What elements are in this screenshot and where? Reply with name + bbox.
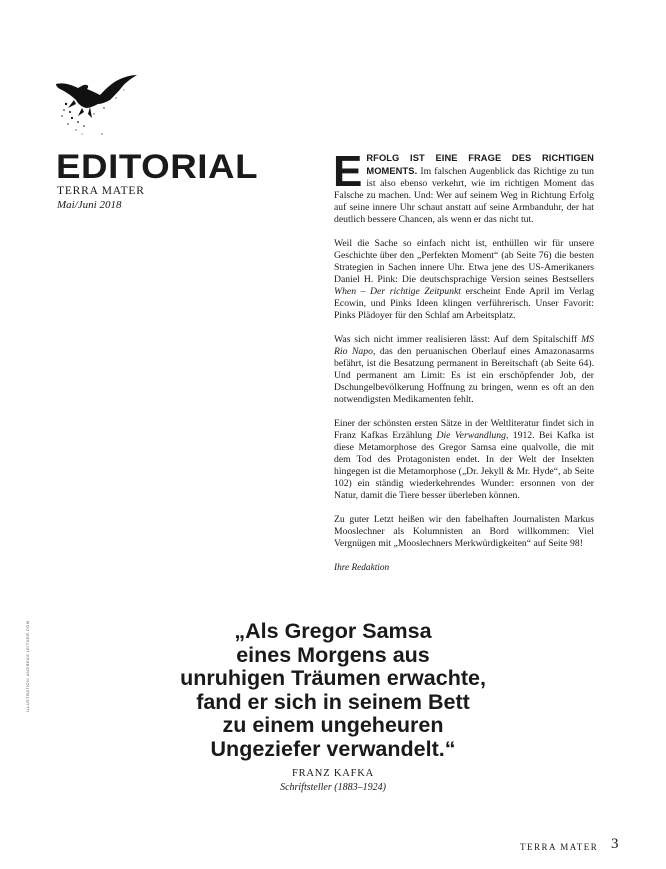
illustration-credit: ILLUSTRATION: ANDREAS LEITNER.COM: [25, 620, 30, 712]
paragraph-4: Einer der schönsten ersten Sätze in der Weltliteratur findet sich in Franz Kafkas Erzählung Die Verwandlung, 1912. Bei Kafka ist diese Metamorphose des Gregor Samsa eine qualvolle, die mit dem Tod des Protagonisten endet. In der Welt der Insekten hingegen ist die Metamorphose („Dr. Jekyll & Mr. Hyde“, ab Seite 102) ein ständig wiederkehrendes Wunder: ersonnen von der Natur, damit die Tiere besser überleben können.: [334, 418, 594, 501]
paragraph-3: Was sich nicht immer realisieren lässt: Auf dem Spitalschiff MS Rio Napo, das den peruanischen Oberlauf eines Amazonasarms befährt, ist die Besatzung permanent in Bereitschaft (ab Seite 64). Und permanent am Limit: Es ist ein erschöpfender Job, der Dschungelbevölkerung Hoffnung zu bringen, wenn es oft an den notwendigsten Medikamenten fehlt.: [334, 334, 594, 405]
editorial-text: [333, 147, 594, 586]
quote-line: „Als Gregor Samsa: [234, 619, 432, 643]
drop-cap: E: [333, 147, 363, 196]
pull-quote: [140, 620, 526, 761]
page-title: EDITORIAL: [56, 148, 259, 186]
paragraph-1: [333, 147, 594, 226]
story-title: Die Verwandlung: [436, 430, 506, 441]
quote-line: fand er sich in seinem Bett: [196, 689, 470, 714]
quote-line: eines Morgens aus: [236, 642, 430, 667]
footer-brand: TERRA MATER: [520, 842, 599, 852]
ship-name: MS Rio Napo: [334, 334, 594, 357]
page-number: 3: [611, 836, 619, 852]
issue-date: Mai/Juni 2018: [57, 199, 122, 211]
paragraph-1-text: Im falschen Augenblick das Richtige zu tun ist also ebenso verkehrt, wie im richtigen Moment das Falsche zu machen. Und: Wer auf seinem Weg in Richtung Erfolg auf seine innere Uhr schaut anstatt auf seine Armbanduhr, der hat deutlich bessere Chancen, als wenn er das nicht tut.: [334, 166, 594, 225]
paragraph-2: Weil die Sache so einfach nicht ist, enthüllen wir für unsere Geschichte über den „Perfekten Moment“ (ab Seite 76) die besten Strategien in Sachen innere Uhr. Etwa jene des US-Amerikaners Daniel H. Pink: Die deutschsprachige Version seines Bestsellers When – Der richtige Zeitpunkt erscheint Ende April im Verlag Ecowin, und Pinks Ideen klingen verführerisch. Unser Favorit: Pinks Plädoyer für den Schlaf am Arbeitsplatz.: [334, 238, 594, 321]
quote-author: FRANZ KAFKA: [291, 768, 375, 779]
eagle-icon: [54, 74, 138, 136]
book-title: When – Der richtige Zeitpunkt: [334, 286, 461, 297]
quote-line: zu einem ungeheuren: [222, 713, 444, 737]
signoff: Ihre Redaktion: [334, 563, 390, 573]
quote-line: unruhigen Träumen erwachte,: [180, 666, 486, 690]
paragraph-5: Zu guter Letzt heißen wir den fabelhaften Journalisten Markus Mooslechner als Kolumnisten an Bord willkommen: Viel Vergnügen mit „Mooslechners Merkwürdigkeiten“ auf Seite 98!: [334, 514, 594, 549]
quote-author-role: Schriftsteller (1883–1924): [280, 782, 386, 793]
lead-line: RFOLG IST EINE FRAGE DES RICHTIGEN MOMENTS.: [366, 153, 594, 176]
magazine-name: TERRA MATER: [57, 185, 145, 197]
quote-line: Ungeziefer verwandelt.“: [210, 736, 456, 761]
